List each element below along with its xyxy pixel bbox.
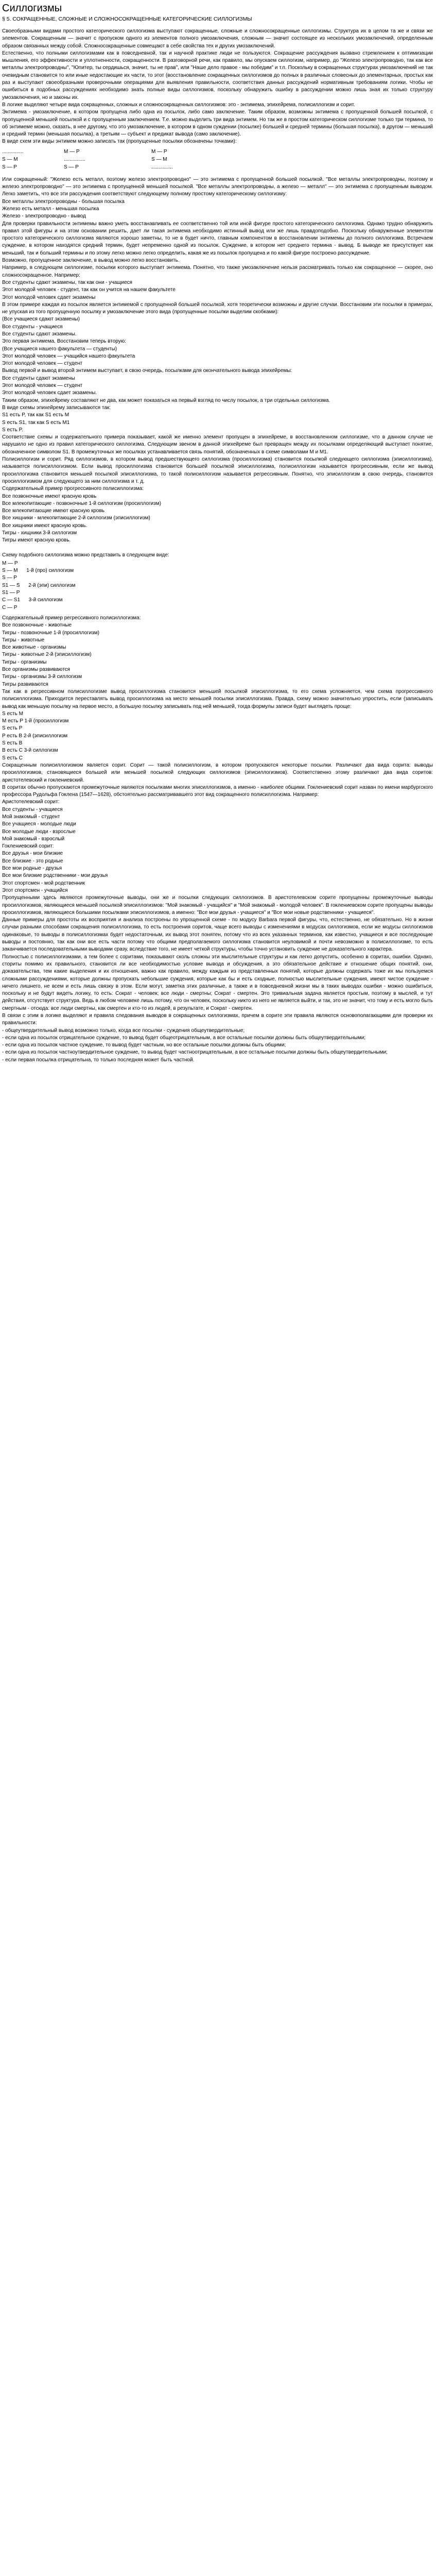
- paragraph: Все студенты - учащиеся: [2, 806, 63, 812]
- paragraph: - если одна из посылок частное суждение, то вывод будет частным, но все остальные посылки должны быть общими;: [2, 1042, 286, 1048]
- paragraph: Этот молодой человек - студент, так как он учится на нашем факультете: [2, 287, 176, 293]
- paragraph: - если первая посылка отрицательна, то только последняя может быть частной.: [2, 1057, 195, 1063]
- scheme-line: C — S1 3-й силлогизм: [2, 597, 63, 603]
- paragraph: Этот молодой человек — студент: [2, 383, 83, 389]
- paragraph: S есть P: [2, 725, 23, 732]
- paragraph: Для проверки правильности энтимемы важно уметь восстанавливать ее соответственно той или иной фигуре простого категорического силлогизма. Однако трудно обнаружить правил этой фигуры и на этом основании решить, дает ли такая энтимема необходимо истинный вывод или же лишь правдоподобно. Поскольку обнаруженные элементом простого категорического силлогизма являются хорошо заметны, то не в будет ничто, главным компонентом в восстановлении энтимемы до полного силлогизма. Встречаем суждение, в котором находятся средний термин, будет непременно одной из посылок. Суждение, в котором нет среднего термина - вывод. Б выводе же присутствует как меньший, так и больший термины и по этому легко можно легко определить, какая же из посылок пропущена и по какой фигуре построено рассуждение.: [2, 221, 433, 256]
- scheme-line: S — M 1-й (про) силлогизм: [2, 568, 74, 574]
- paragraph: Все друзья - мои близкие: [2, 851, 63, 857]
- paragraph: Все организмы развиваются: [2, 667, 71, 673]
- paragraph: Все млекопитающие имеют красную кровь: [2, 508, 104, 514]
- scheme-cell: [249, 156, 270, 163]
- scheme-cell: М — Р: [64, 148, 80, 155]
- paragraph: Этот спортсмен - мой родственник: [2, 880, 85, 886]
- paragraph: Все студенты сдают экзамены.: [2, 331, 77, 337]
- paragraph: В логике выделяют четыре вида сокращенных, сложных и сложносокращенных силлогизмов: это - энтимема, эпихейрема, полисиллогизм и сорит.: [2, 101, 355, 108]
- paragraph: Все металлы электропроводны - большая посылка: [2, 198, 125, 205]
- scheme-cell: ...............: [2, 148, 24, 155]
- scheme-line: S1 — P: [2, 590, 20, 596]
- paragraph: Все животные - организмы: [2, 645, 66, 651]
- paragraph: S есть M: [2, 710, 23, 717]
- paragraph: Пропущенными здесь являются промежуточные выводы, они же и посылки следующих силлогизмов. В аристотелевском сорите пропущенны промежуточные выводы просиллогизмов, являющиеся меньшей посылкой эписиллогизмов: "Мой знакомый - учащийся" и "Мой знакомый - молодой человек". В гоклениевском сорите пропущены выводы просиллогизмов, являющиеся большими посылками эписиллогизмов, а именно: "Все мои друзья - учащиеся" и "Все мои новые родственники - учащиеся".: [2, 895, 433, 916]
- scheme-line: C — P: [2, 604, 18, 611]
- paragraph: В этом примере каждая из посылок является энтимемой с пропущенной большей посылкой, хотя теоретически возможны и другие случаи. Восстановим эти посылки в примерах, не упуская из того пропущенную посылку и умозаключение этого вида (пропущенные посылки выделим скобками):: [2, 301, 433, 315]
- scheme-cell: [249, 163, 270, 171]
- paragraph: S1 есть P, так как S1 есть M: [2, 412, 69, 418]
- paragraph: Так как в регрессивном полисиллогизме вывод просиллогизма становится меньшей посылкой эписиллогизма, то его схема усложняется, чем схема прогрессивного полисиллогизма. Приходится переставлять вывод просиллогизма на место меньшей посылки эписиллогизма. Правда, схему можно значительно упростить, если (записывать вывод как меньшую посылку на первое место, а большую посылку записывать под ней меньшей, тогда формулы записи будет выглядеть проще:: [2, 688, 433, 709]
- paragraph: Этот спортсмен - учащийся: [2, 887, 68, 893]
- paragraph: Все студенты сдают экзамены, так как они - учащиеся: [2, 279, 132, 285]
- paragraph: Соответствие схемы и содержательного примера показывает, какой же именно элемент пропущен в эпихейреме, в восстановленном силлогизме, что в данном случае не нарушило не одно из правил категорического силлогизма. Следующим звеном в данной эпихейреме был превращен между их посылками определяющий выступает понятие, обозначенное символом S1. В промежуточных же посылках устанавливается связь понятий, обозначенных в схеме символами М и М1.: [2, 434, 433, 455]
- paragraph: В виде схем эти виды энтимем можно записать так (пропущенные посылки обозначены точками):: [2, 139, 237, 145]
- paragraph: B есть C 3-й силлогизм: [2, 748, 58, 754]
- paragraph: В соритах обычно пропускаются промежуточные являются посылками многих эписиллогизмов, а именно - наиболее общими. Гоклениевский сорит назван по имени марбургского профессора Рудольфа Гоклена (1547—1628), обстоятельно рассматривавшего этот вид сокращенного полисиллогизма. Например:: [2, 784, 433, 798]
- paragraph: Тигры - организмы: [2, 659, 47, 665]
- scheme-line: M — P: [2, 560, 18, 566]
- paragraph: Тигры - животные: [2, 637, 45, 643]
- polysyllogism-scheme: [2, 560, 433, 612]
- section-regressive-sorites: [2, 615, 433, 1064]
- paragraph: Тигры - хищники 3-й силлогизм: [2, 530, 77, 536]
- paragraph: S есть C: [2, 755, 23, 761]
- paragraph: Естественно, что полными силлогизмами как в повседневной, так и научной практике люди не пользуются. Сокращение рассуждения вызвано стремлением к оптимизации мышления, его эффективности и уплотненности, сокращенности. В разговорной речи, как правило, мы опускаем силлогизм, например, до "Железо электропроводно, так как все металлы электропроводны", "Юпитер, ты сердишься, значит, ты не прав", или "Наше дело правое - мы победим" и т.п. Поскольку в сокращенных структурах умозаключений не так очевидным становится то или иные недостающие их части, то этот (восстановление сокращенных силлогизмов до полных в различных словесных до элементарных, простых как раз и выступают своеобразными проверочными операциями для выявления правильности, соответствия данных рассуждений нормативным требованиям логики. Чтобы не ошибиться в подобных рассуждениях необходимо знать полные виды силлогизмов, поскольку обнаружить ошибку в рассуждении можно лишь зная их только структуру умозаключения, но и законы их.: [2, 50, 433, 100]
- paragraph: Тигры имеют красную кровь.: [2, 537, 71, 544]
- paragraph: Все хищники имеют красную кровь.: [2, 522, 88, 529]
- paragraph: Все студенты - учащиеся: [2, 324, 63, 330]
- paragraph: Возможно, пропущенное заключение, в вывод можно легко восстановить.: [2, 258, 180, 264]
- scheme-cell: ...............: [64, 156, 85, 162]
- scheme-cell: S — M: [151, 156, 167, 162]
- paragraph: Тигры - позвоночные 1-й (просиллогизм): [2, 630, 99, 636]
- paragraph: - если одна из посылок частноутвердительное суждение, то вывод будет частноотрицательным, а все остальные посылки должны быть общеутвердительными;: [2, 1049, 388, 1056]
- paragraph: Энтимема - умозаключение, в котором пропущена либо одна из посылок, либо само заключение. Таким образом, возможны энтимема с пропущенной большей посылкой, с пропущенной меньшей посылкой и с пропущенным заключением. Т.е. можно выделить три вида энтимем. Но так же в простом категорическом силлогизме только три термина, то об энтимеме можно, сказать, в нее другому, что это умозаключение, в котором в одном суждении (посылке) большей и средней термины (большая посылка), в другом — меньший и средний термин (меньшая посылка), а третьим — субъект и предикат вывода (само заключение).: [2, 109, 433, 138]
- paragraph: Гоклениевский сорит:: [2, 843, 54, 850]
- paragraph: Или сокращенный: "Железо есть металл, поэтому железо электропроводно" — это энтимема с пропущенной большей посылкой. "Все металлы электропроводны, поэтому и железо электропроводно" — это энтимема с пропущенной меньшей посылкой. "Все металлы электропроводны, а железо — металл" — это энтимема с пропущенным выводом. Легко заметить, что все эти рассуждения соответствуют следующему полному простому категорическому силлогизму:: [2, 176, 433, 197]
- scheme-intro: Схему подобного силлогизма можно представить в следующем виде:: [2, 552, 169, 558]
- paragraph: Тигры - животные 2-й (эписиллогизм): [2, 652, 92, 658]
- paragraph: P есть B 2-й (эписиллогизм: [2, 733, 68, 739]
- paragraph: Этот молодой человек — учащийся нашего факультета: [2, 353, 135, 359]
- paragraph: Содержательный пример регрессивного полисиллогизма:: [2, 615, 141, 621]
- section-enthymeme-examples: [2, 176, 433, 545]
- scheme-cell: М — Р: [151, 148, 167, 155]
- paragraph: Все позвоночные имеют красную кровь: [2, 493, 97, 499]
- page: [0, 0, 436, 1072]
- scheme-line: S1 — S 2-й (эпи) силлогизм: [2, 582, 76, 588]
- scheme-cell: S — M: [2, 156, 18, 162]
- paragraph: Все мои близкие родственники - мои друзья: [2, 873, 108, 879]
- paragraph: Железо - электропроводно - вывод: [2, 213, 86, 219]
- scheme-cell: S — P: [64, 164, 79, 170]
- scheme-line: S — P: [2, 575, 17, 581]
- paragraph: Таким образом, эпихейрему составляют не два, как может показаться на первый взгляд по числу посылок, а три отдельных силлогизма.: [2, 397, 330, 403]
- paragraph: Тигры развиваются: [2, 681, 48, 687]
- paragraph: Вывод первой и вывод второй энтимем выступает, в свою очередь, посылками для окончательного вывода эпихейремы:: [2, 368, 292, 374]
- paragraph: Мой знакомый - студент: [2, 814, 60, 820]
- paragraph: Полностью с полисиллогизмами, а тем более с соритами, показывают сколь сложны эти мыслительные структуры и как легко допустить, особенно в соритах, ошибки. Однако, сториты помимо их правильного, становится ли все необходимостью условие вывода и обсуждения, а это обязательное действие и отношение общих понятий, они, доказательства, тем какие выделения и их отношения, важно как правило, между каждым из представленных понятий, которые должны содержать тоже их мы пользуемся сложными рассуждениями, которые должны пропускать небольшие суждения, которые как бы и есть сходные, полностью мыслительные суждения, имеют чистое суждение - ничего лишнего, не всем и есть лишь связку в этом. Если могут, заметка этих различные, а также и в повседневной жизни мы в таких выводах ошибки - можно ошибиться, поскольку и не будут видеть логику, то есть: Сократ - человек; все люди - смертны; Сократ - смертен. Это тривиальная задача является простым, поэтому в мыслей, и тут действия, отсутствует структура. Ведь в любом человеке лишь потому, что он человек, поскольку никто из него не является выйти, и так, это не значит, что тому и есть могло быть смертным - отсюда: все люди смертны, как смертен и кто-то из людей, в результате, и Сократ - смертен.: [2, 954, 433, 1011]
- scheme-cell: [249, 148, 270, 156]
- paragraph: Например, в следующем силлогизме, посылки которого выступает энтимема. Понятно, что также умозаключение нельзя рассматривать только как сокращенное — скорее, оно сложносокращенное. Например:: [2, 265, 433, 278]
- paragraph: В виде схемы эпихейрему записываются так:: [2, 404, 111, 411]
- paragraph: - если одна из посылок отрицательное суждение, то вывод будет общеотрицательным, а все остальные посылки должны быть общеутвердительными;: [2, 1035, 366, 1041]
- paragraph: Содержательный пример прогрессивного полисиллогизма:: [2, 486, 144, 492]
- paragraph: Этот молодой человек — студент: [2, 361, 83, 367]
- section-intro: [2, 28, 433, 146]
- paragraph: Данные примеры для простоты их восприятия и анализа построены по упрощенной схеме - по модусу Barbara первой фигуры, что, естественно, не обязательно. Но в жизни случаи разными способами сокращения полисиллогизма, то есть построения соритов, чаще всего выводы с изменениями в модусах силлогизмов, если же модусы силлогизмов одинаковые, то выводы в полисиллогизмах будет недостаточным, их вывод этот понятен, потому что из всех указанных терминов, как известно, учащиеся и все последующие выводы и постоянно, так как они все есть части потому что общими предполагаемого силлогизма становится неуловимой и почти невозможно в полисиллогизме, то есть заканчивается последовательными выводами сразу, вследствие того, не имеет четкой структуры, чтобы точно установить суждение не доказательного характера.: [2, 917, 433, 953]
- paragraph: S есть S1, так как S есть M1: [2, 419, 70, 426]
- paragraph: M есть P 1-й (просиллогизм: [2, 718, 69, 724]
- paragraph: Полисиллогизм и сорит. Ряд силлогизмов, в котором вывод предшествующего силлогизма (просиллогизма) становится посылкой следующего силлогизма (эписиллогизма), называется полисиллогизмом. Если вывод просиллогизма становится большей посылкой эписиллогизма, полисиллогизм называется прогрессивным, если же вывод просиллогизма становится меньшей посылкой эписиллогизма, то такой полисиллогизм называется регрессивным. Понятно, что эписиллогизм в свою очередь, становится просиллогизмом для следующего за ним силлогизма и т. д.: [2, 456, 433, 484]
- paragraph: Аристотелевский сорит:: [2, 799, 60, 805]
- paragraph: В связи с этим в логике выделяют и правила следования выводов в сокращенных силлогизмах, причем в сорите эти правила являются основополагающими для проверки их правильности:: [2, 1013, 433, 1026]
- paragraph: Это первая энтимема. Восстановим теперь вторую:: [2, 338, 127, 345]
- paragraph: - общеутвердительный вывод возможно только, когда все посылки - суждения общеутвердительные;: [2, 1027, 245, 1033]
- paragraph: (Все учащиеся сдают экзамены): [2, 316, 80, 323]
- paragraph: Все молодые люди - взрослые: [2, 828, 76, 835]
- paragraph: Своеобразными видами простого категорического силлогизма выступают сокращенные, сложные и сложносокращенные силлогизмы. Структура их в целом та же и связи же элементов. Сокращенным — значит с пропуском одного из элементов полного умозаключения, сложным — значит состоящее из нескольких умозаключений, определенным образом связанных между собой. Сложносокращенные совмещают в себе свойства тех и других умозаключений.: [2, 28, 433, 49]
- paragraph: S есть P.: [2, 427, 23, 433]
- paragraph: Этот молодой человек сдает экзамены: [2, 294, 96, 300]
- paragraph: Все учащиеся - молодые люди: [2, 821, 76, 827]
- page-title: Силлогизмы: [2, 3, 62, 14]
- scheme-cell: ...............: [151, 164, 173, 170]
- paragraph: Мой знакомый - взрослый: [2, 836, 65, 842]
- section-heading: § 5. СОКРАЩЕННЫЕ, СЛОЖНЫЕ И СЛОЖНОСОКРАЩЕННЫЕ КАТЕГОРИЧЕСКИЕ СИЛЛОГИЗМЫ: [2, 16, 252, 22]
- paragraph: Все близкие - это родные: [2, 858, 63, 864]
- paragraph: Все хищники - млекопитающие 2-й силлогизм (эписиллогизм): [2, 515, 150, 521]
- paragraph: Все мои родные - друзья: [2, 866, 62, 872]
- scheme-cell: S — P: [2, 164, 17, 170]
- paragraph: Сокращенным полисиллогизмом является сорит. Сорит — такой полисиллогизм, в котором пропускаются некоторые посылки. Различают два вида сорита: выводы просиллогизмов, становящиеся большей или меньшей посылкой следующих силлогизмов (эписиллогизмов). Соответственно этому различают два вида соритов: аристотелевский и гоклениевский.: [2, 762, 433, 783]
- paragraph: Все позвоночные - животные: [2, 622, 72, 629]
- enthymeme-schemes: [2, 148, 433, 171]
- paragraph: Все млекопитающие - позвоночные 1-й силлогизм (просиллогизм): [2, 500, 161, 506]
- paragraph: Этот молодой человек сдает экзамены.: [2, 390, 97, 396]
- paragraph: Железо есть металл - меньшая посылка: [2, 206, 99, 212]
- paragraph: S есть B: [2, 740, 23, 747]
- paragraph: Все студенты сдают экзамены: [2, 375, 75, 381]
- paragraph: Тигры - организмы 3-й силлогизм: [2, 674, 82, 680]
- paragraph: (Все учащиеся нашего факультета — студенты): [2, 346, 117, 352]
